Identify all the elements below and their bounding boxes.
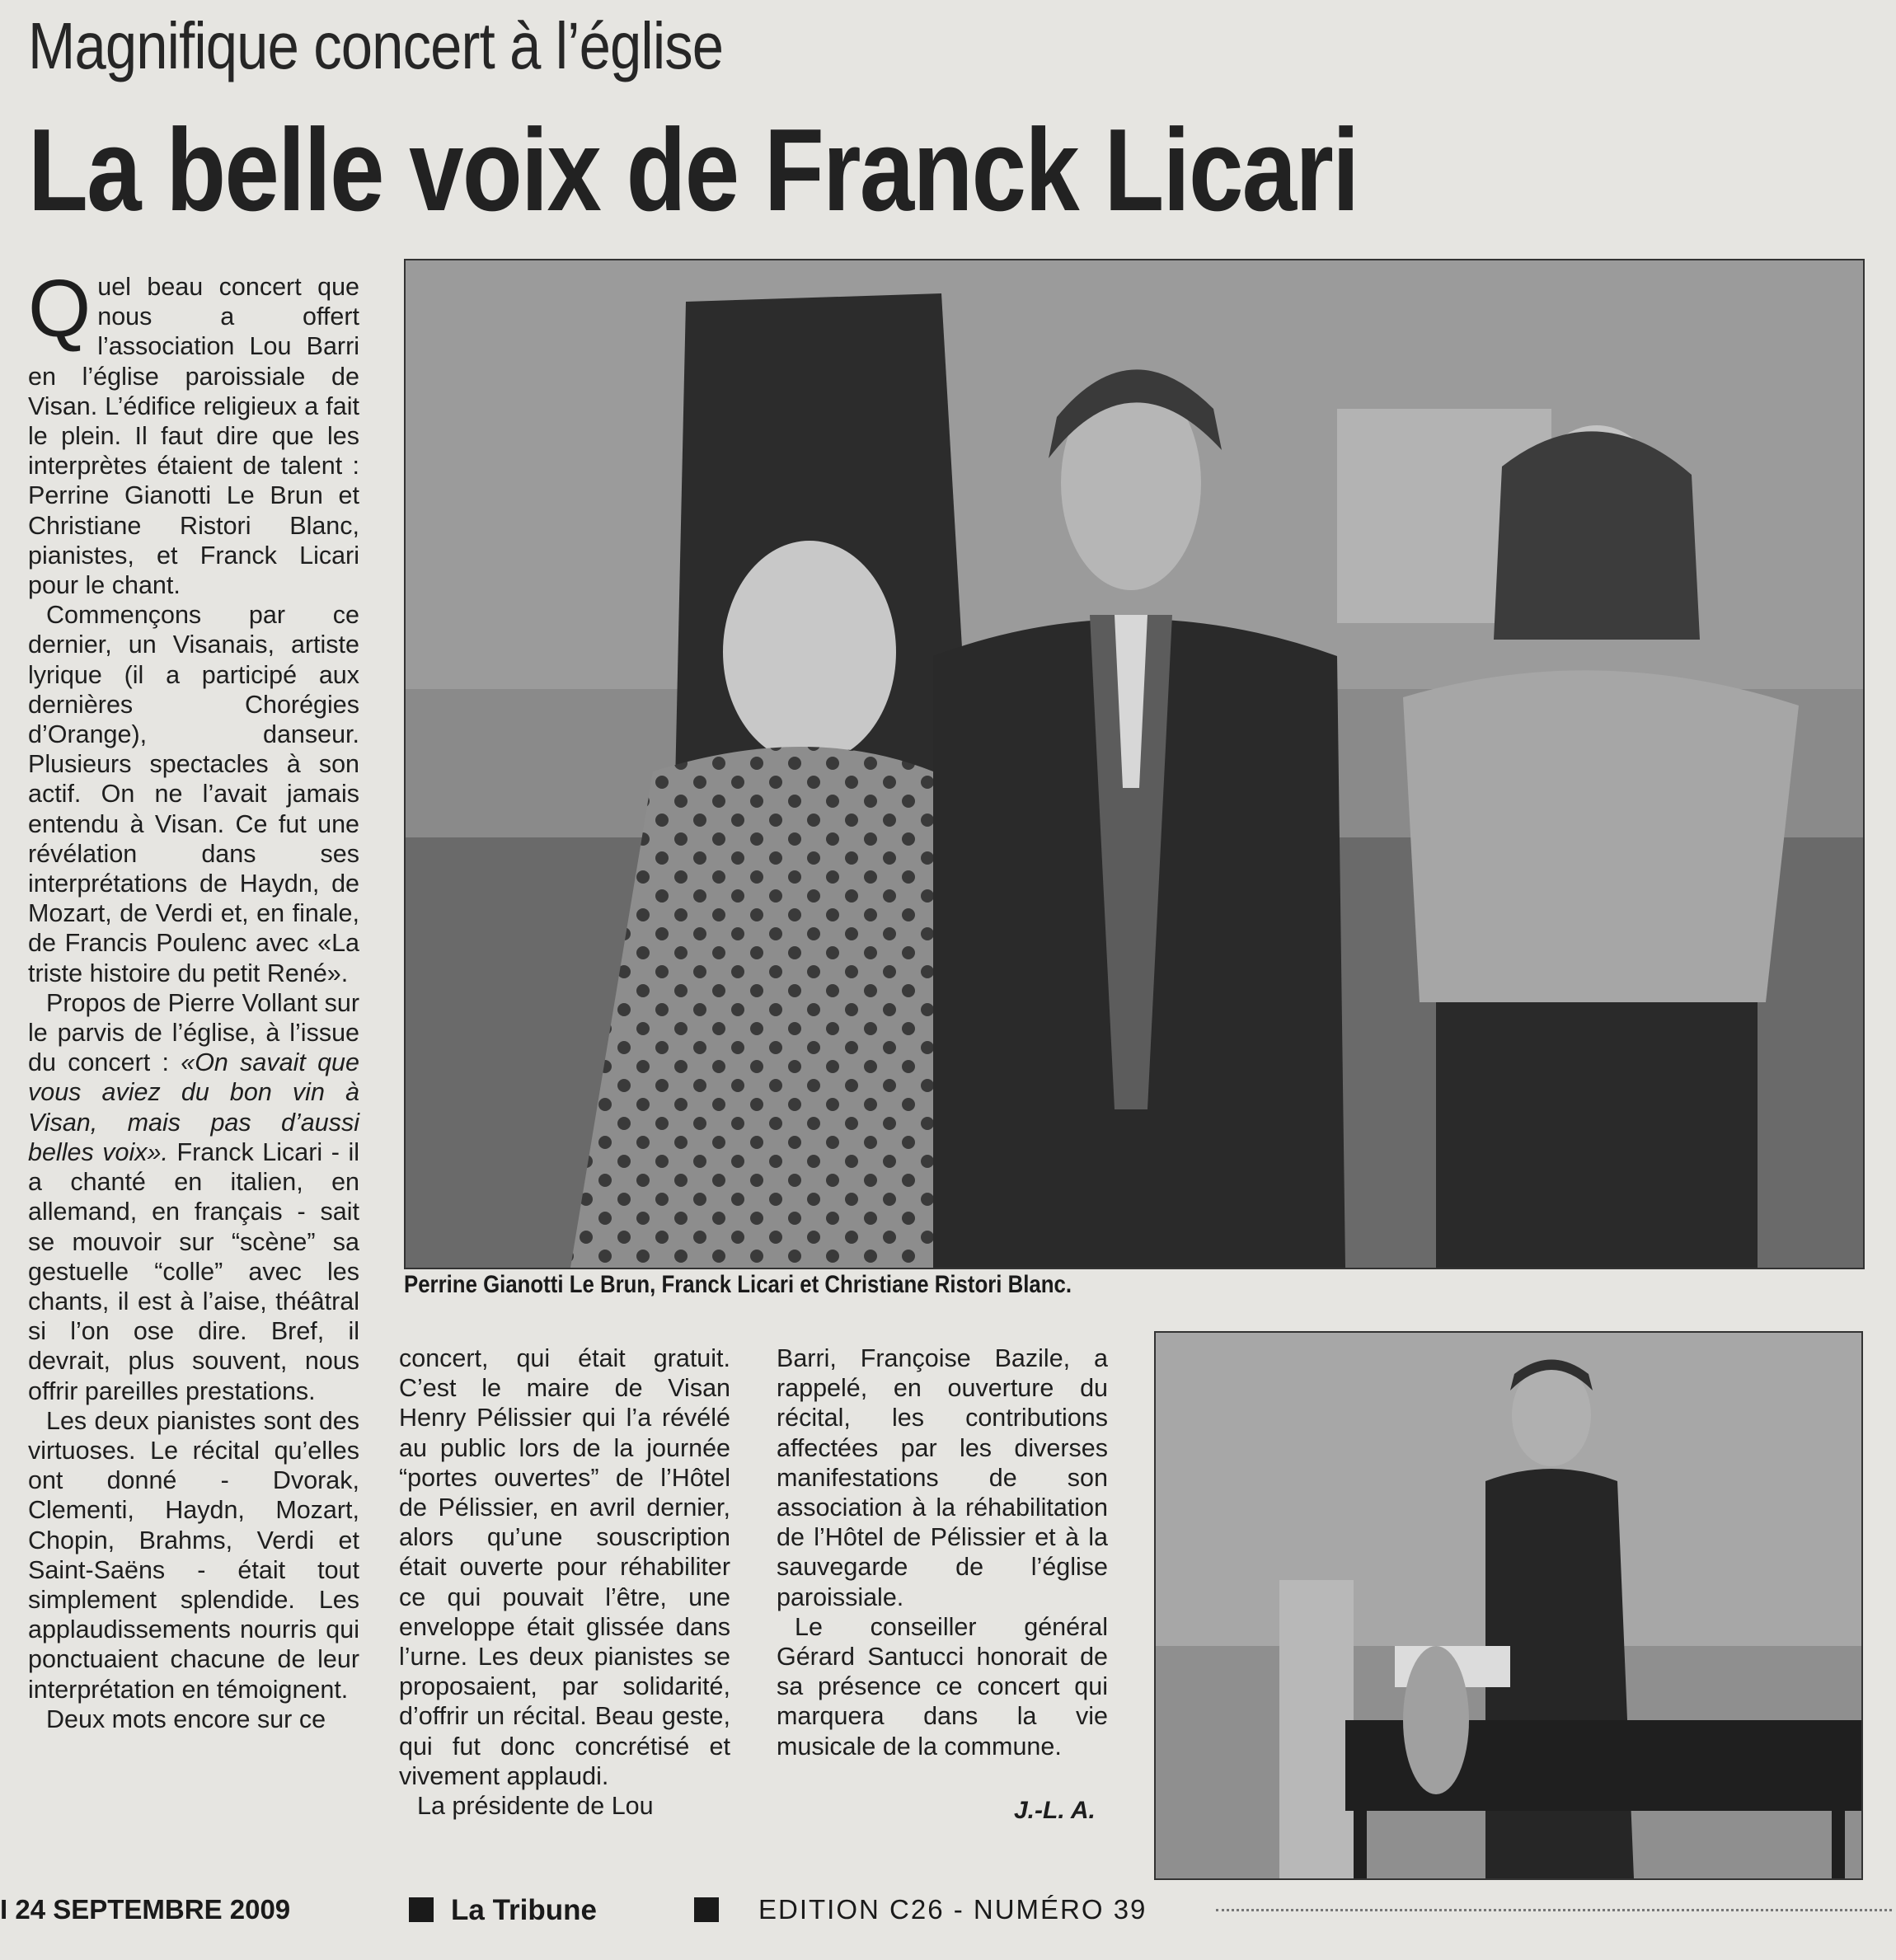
- paragraph: Commençons par ce dernier, un Visanais, artiste lyrique (il a participé aux dernières Chorégies d’Orange), danseur. Plusieurs spectacles à son actif. On ne l’avait jamais entendu à Visan. Ce fut une révélation dans ses interprétations de Haydn, de Mozart, de Verdi et, en finale, de Francis Poulenc avec «La triste histoire du petit René».: [28, 601, 359, 987]
- paragraph: Deux mots encore sur ce: [46, 1704, 326, 1733]
- paragraph: Le conseiller général Gérard Santucci honorait de sa présence ce concert qui marquera dans la vie musicale de la commune.: [777, 1612, 1108, 1761]
- footer-newspaper-name: La Tribune: [451, 1894, 597, 1926]
- separator-square-icon: [409, 1897, 434, 1922]
- paragraph: Propos de Pierre Vollant sur le parvis de l’église, à l’issue du concert : «On savait que vous aviez du bon vin à Visan, mais pas d’aussi belles voix». Franck Licari - il a chanté en italien, en allemand, en français - sait se mouvoir sur “scène” sa gestuelle “colle” avec les chants, il est à l’aise, théâtral si l’on ose dire. Bref, il devrait, plus souvent, nous offrir pareilles prestations.: [28, 988, 359, 1405]
- quote: «On savait que vous aviez du bon vin à Visan, mais pas d’aussi belles voix».: [28, 1048, 359, 1166]
- main-photo: [404, 259, 1865, 1269]
- article-column-3: [777, 1343, 1108, 1761]
- footer-date: I 24 SEPTEMBRE 2009: [0, 1894, 291, 1925]
- paragraph: Les deux pianistes sont des virtuoses. Le récital qu’elles ont donné - Dvorak, Clementi, Haydn, Mozart, Chopin, Brahms, Verdi et Saint-Saëns - était tout simplement splendide. Les applaudissements nourris qui ponctuaient chacune de leur interprétation en témoignent.: [28, 1406, 359, 1704]
- author-signature: J.-L. A.: [1014, 1797, 1096, 1824]
- article-headline: La belle voix de Franck Licari: [28, 105, 1359, 236]
- paragraph: La présidente de Lou: [417, 1792, 654, 1821]
- separator-square-icon: [694, 1897, 719, 1922]
- page-footer: [0, 1894, 1896, 1944]
- drop-cap: Q: [28, 263, 92, 354]
- footer-dotted-rule: [1216, 1909, 1892, 1911]
- secondary-photo: [1154, 1331, 1863, 1880]
- photo-caption: Perrine Gianotti Le Brun, Franck Licari et Christiane Ristori Blanc.: [404, 1271, 1072, 1298]
- footer-edition: EDITION C26 - NUMÉRO 39: [758, 1894, 1147, 1925]
- paragraph: Quel beau concert que nous a offert l’association Lou Barri en l’église paroissiale de Visan. L’édifice religieux a fait le plein. Il faut dire que les interprètes étaient de talent : Perrine Gianotti Le Brun et Christiane Ristori Blanc, pianistes, et Franck Licari pour le chant.: [28, 263, 359, 600]
- article-column-2: [399, 1343, 730, 1821]
- paragraph: Barri, Françoise Bazile, a rappelé, en ouverture du récital, les contributions affectées par les diverses manifestations de son association à la réhabilitation de l’Hôtel de Pélissier et à la sauvegarde de l’église paroissiale.: [777, 1344, 1108, 1611]
- article-column-1: [28, 263, 359, 1734]
- article-kicker: Magnifique concert à l’église: [28, 9, 724, 82]
- paragraph: concert, qui était gratuit. C’est le maire de Visan Henry Pélissier qui l’a révélé au public lors de la journée “portes ouvertes” de l’Hôtel de Pélissier, en avril dernier, alors qu’une souscription était ouverte pour réhabiliter ce qui pouvait l’être, une enveloppe était glissée dans l’urne. Les deux pianistes se proposaient, par solidarité, d’offrir un récital. Beau geste, qui fut donc concrétisé et vivement applaudi.: [399, 1344, 730, 1790]
